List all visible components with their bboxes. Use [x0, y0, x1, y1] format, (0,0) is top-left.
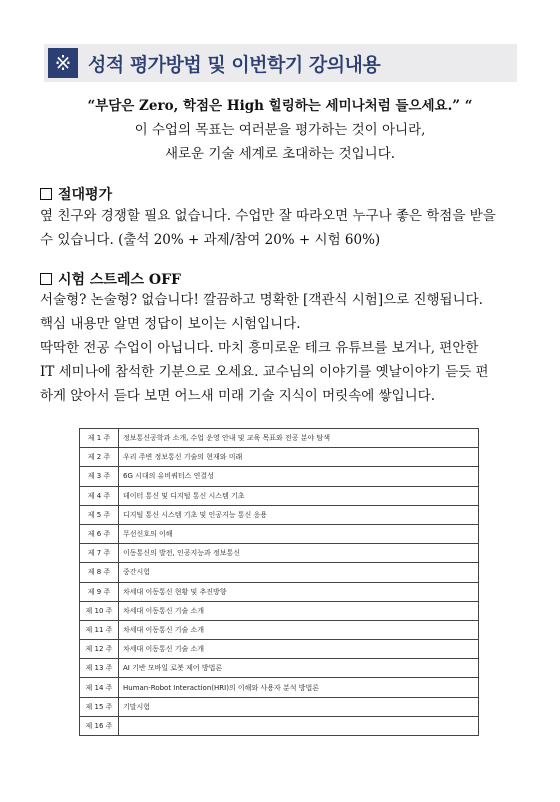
paragraph-line: 수 있습니다. (출석 20% + 과제/참여 20% + 시험 60%) — [40, 232, 381, 248]
topic-cell: 차세대 이동통신 기술 소개 — [119, 620, 479, 639]
absolute-grading-paragraph — [40, 204, 522, 252]
week-cell: 제 16 주 — [80, 716, 119, 735]
intro-line-2: 새로운 기술 세계로 초대하는 것입니다. — [164, 146, 396, 162]
topic-cell: 중간시험 — [119, 563, 479, 582]
topic-cell — [119, 716, 479, 735]
week-cell: 제 12 주 — [80, 640, 119, 659]
table-row — [80, 524, 479, 543]
checkbox-icon — [40, 188, 52, 200]
week-cell: 제 8 주 — [80, 563, 119, 582]
week-cell: 제 3 주 — [80, 467, 119, 486]
topic-cell: AI 기반 모바일 로봇 제어 방법론 — [119, 659, 479, 678]
topic-cell: 디지털 통신 시스템 기초 및 인공지능 통신 응용 — [119, 505, 479, 524]
weekly-schedule-table — [79, 428, 479, 736]
table-row — [80, 697, 479, 716]
week-cell: 제 5 주 — [80, 505, 119, 524]
paragraph-line: 서술형? 논술형? 없습니다! 깔끔하고 명확한 [객관식 시험]으로 진행됩니다. — [40, 292, 483, 308]
week-cell: 제 14 주 — [80, 678, 119, 697]
section-header-title: 성적 평가방법 및 이번학기 강의내용 — [88, 53, 381, 76]
table-row — [80, 640, 479, 659]
table-row — [80, 544, 479, 563]
week-cell: 제 2 주 — [80, 448, 119, 467]
table-row — [80, 601, 479, 620]
section-title-text: 절대평가 — [58, 187, 113, 203]
week-cell: 제 6 주 — [80, 524, 119, 543]
table-row — [80, 620, 479, 639]
topic-cell: 데이터 통신 및 디지털 통신 시스템 기초 — [119, 486, 479, 505]
week-cell: 제 1 주 — [80, 429, 119, 448]
paragraph-line: IT 세미나에 참석한 기분으로 오세요. 교수님의 이야기를 옛날이야기 듣듯 편 — [40, 364, 489, 380]
paragraph-line: 핵심 내용만 알면 정답이 보이는 시험입니다. — [40, 316, 301, 332]
table-row — [80, 563, 479, 582]
checkbox-icon — [40, 273, 52, 285]
section-header-bar — [44, 44, 517, 82]
topic-cell: 이동통신의 발전, 인공지능과 정보통신 — [119, 544, 479, 563]
topic-cell: 차세대 이동통신 기술 소개 — [119, 601, 479, 620]
paragraph-line: 옆 친구와 경쟁할 필요 없습니다. 수업만 잘 따라오면 누구나 좋은 학점을 받을 — [40, 208, 496, 224]
reference-mark-icon: ※ — [48, 48, 78, 78]
topic-cell: 기말시험 — [119, 697, 479, 716]
exam-stress-paragraph — [40, 288, 522, 408]
week-cell: 제 9 주 — [80, 582, 119, 601]
week-cell: 제 4 주 — [80, 486, 119, 505]
topic-cell: 무선신호의 이해 — [119, 524, 479, 543]
section-title-absolute-grading — [40, 184, 112, 206]
topic-cell: Human-Robot Interaction(HRI)의 이해와 사용자 분석 방법론 — [119, 678, 479, 697]
topic-cell: 차세대 이동통신 기술 소개 — [119, 640, 479, 659]
table-row — [80, 486, 479, 505]
table-row — [80, 678, 479, 697]
topic-cell: 6G 시대의 유비쿼터스 연결성 — [119, 467, 479, 486]
section-title-text: 시험 스트레스 OFF — [58, 272, 181, 288]
table-row — [80, 716, 479, 735]
week-cell: 제 13 주 — [80, 659, 119, 678]
table-row — [80, 659, 479, 678]
table-row — [80, 505, 479, 524]
week-cell: 제 15 주 — [80, 697, 119, 716]
table-row — [80, 582, 479, 601]
week-cell: 제 11 주 — [80, 620, 119, 639]
topic-cell: 차세대 이동통신 현황 및 추진방향 — [119, 582, 479, 601]
intro-block — [0, 94, 560, 166]
table-row — [80, 429, 479, 448]
topic-cell: 우리 주변 정보통신 기술의 현재와 미래 — [119, 448, 479, 467]
table-row — [80, 448, 479, 467]
intro-quote: “부담은 Zero, 학점은 High 힐링하는 세미나처럼 들으세요.” “ — [87, 98, 473, 114]
week-cell: 제 10 주 — [80, 601, 119, 620]
paragraph-line: 하게 앉아서 듣다 보면 어느새 미래 기술 지식이 머릿속에 쌓입니다. — [40, 388, 436, 404]
topic-cell: 정보통신공학과 소개, 수업 운영 안내 및 교육 목표와 전공 분야 탐색 — [119, 429, 479, 448]
intro-line-1: 이 수업의 목표는 여러분을 평가하는 것이 아니라, — [134, 122, 426, 138]
table-row — [80, 467, 479, 486]
paragraph-line: 딱딱한 전공 수업이 아닙니다. 마치 흥미로운 테크 유튜브를 보거나, 편안한 — [40, 340, 479, 356]
week-cell: 제 7 주 — [80, 544, 119, 563]
